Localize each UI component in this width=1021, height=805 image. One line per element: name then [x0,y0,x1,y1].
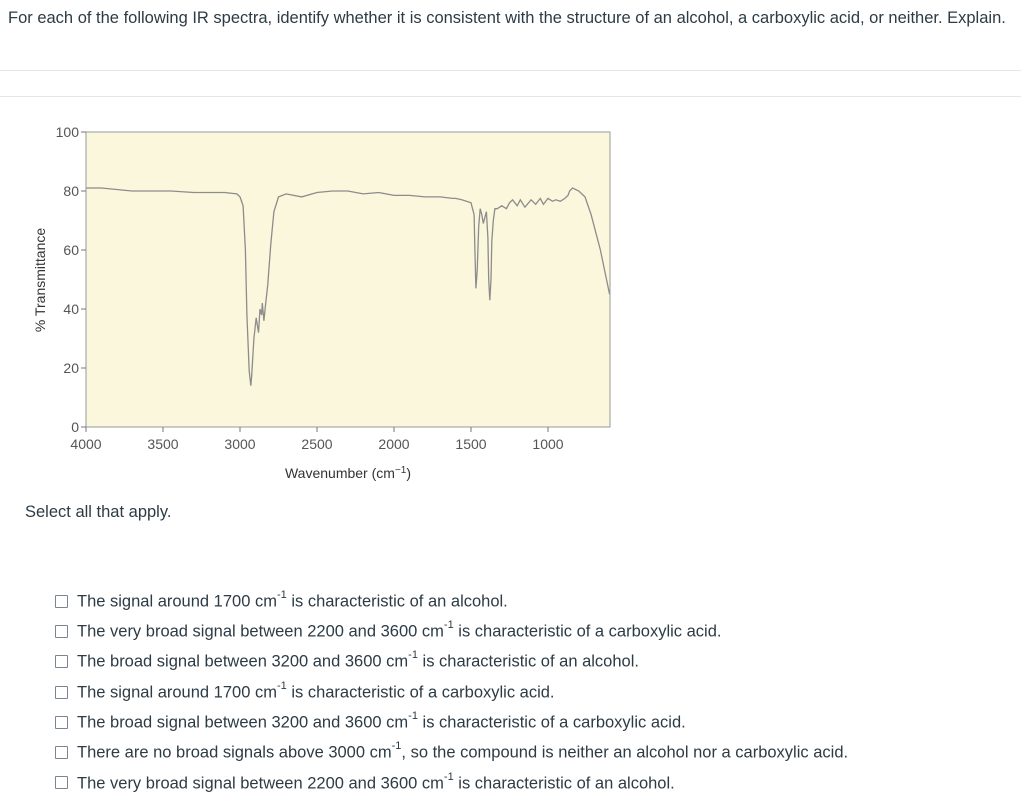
checkbox[interactable] [55,746,68,759]
option-label: The signal around 1700 $cm^{-1}$ is characteristic of a carboxylic acid. [77,679,555,702]
y-tick-label: 0 [71,419,79,435]
option-label: The broad signal between 3200 and 3600 $cm^{-1}$ is characteristic of a carboxylic acid. [77,710,686,732]
x-tick-label: 3500 [147,436,179,452]
x-tick-label: 1500 [455,436,487,452]
question-text: For each of the following IR spectra, identify whether it is consistent with the structure of an alcohol, a carboxylic acid, or neither. Explain. [8,9,1006,27]
y-tick-label: 100 [55,124,79,140]
checkbox[interactable] [55,655,68,668]
option-label: The very broad signal between 2200 and 3600 $cm^{-1}$ is characteristic of an alcohol. [77,770,675,793]
checkbox[interactable] [55,595,68,608]
answer-option-5[interactable] [55,707,848,737]
y-tick-label: 20 [63,360,79,376]
x-axis-label: Wavenumber $(cm^{-1})$ [284,465,412,481]
option-label: The signal around 1700 $cm^{-1}$ is characteristic of an alcohol. [77,588,508,611]
x-tick-label: 1000 [532,436,564,452]
y-axis-label: % Transmittance [32,227,48,333]
checkbox[interactable] [55,686,68,699]
option-label: There are no broad signals above 3000 $cm^{-1}$, so the compound is neither an alcohol nor a carboxylic acid. [77,740,849,762]
x-tick-label: 2500 [301,436,333,452]
ir-spectrum-chart [0,110,640,490]
option-label: The broad signal between 3200 and 3600 $cm^{-1}$ is characteristic of an alcohol. [77,649,639,671]
plot-area [86,132,610,427]
x-tick-label: 4000 [70,436,102,452]
answer-option-4[interactable] [55,677,848,707]
checkbox[interactable] [55,776,68,789]
divider-top [0,70,1021,71]
answer-option-6[interactable] [55,737,848,767]
option-label: The very broad signal between 2200 and 3600 $cm^{-1}$ is characteristic of a carboxylic acid. [77,619,722,641]
divider-bottom [0,96,1021,97]
x-tick-label: 2000 [378,436,410,452]
y-tick-label: 80 [63,183,79,199]
answer-option-7[interactable] [55,768,848,798]
x-tick-label: 3000 [224,436,256,452]
answer-options [55,586,848,798]
checkbox[interactable] [55,716,68,729]
answer-option-1[interactable] [55,586,848,616]
answer-option-3[interactable] [55,647,848,677]
select-all-prompt: Select all that apply. [25,503,172,521]
checkbox[interactable] [55,625,68,638]
answer-option-2[interactable] [55,616,848,646]
y-tick-label: 40 [63,301,79,317]
y-tick-label: 60 [63,242,79,258]
